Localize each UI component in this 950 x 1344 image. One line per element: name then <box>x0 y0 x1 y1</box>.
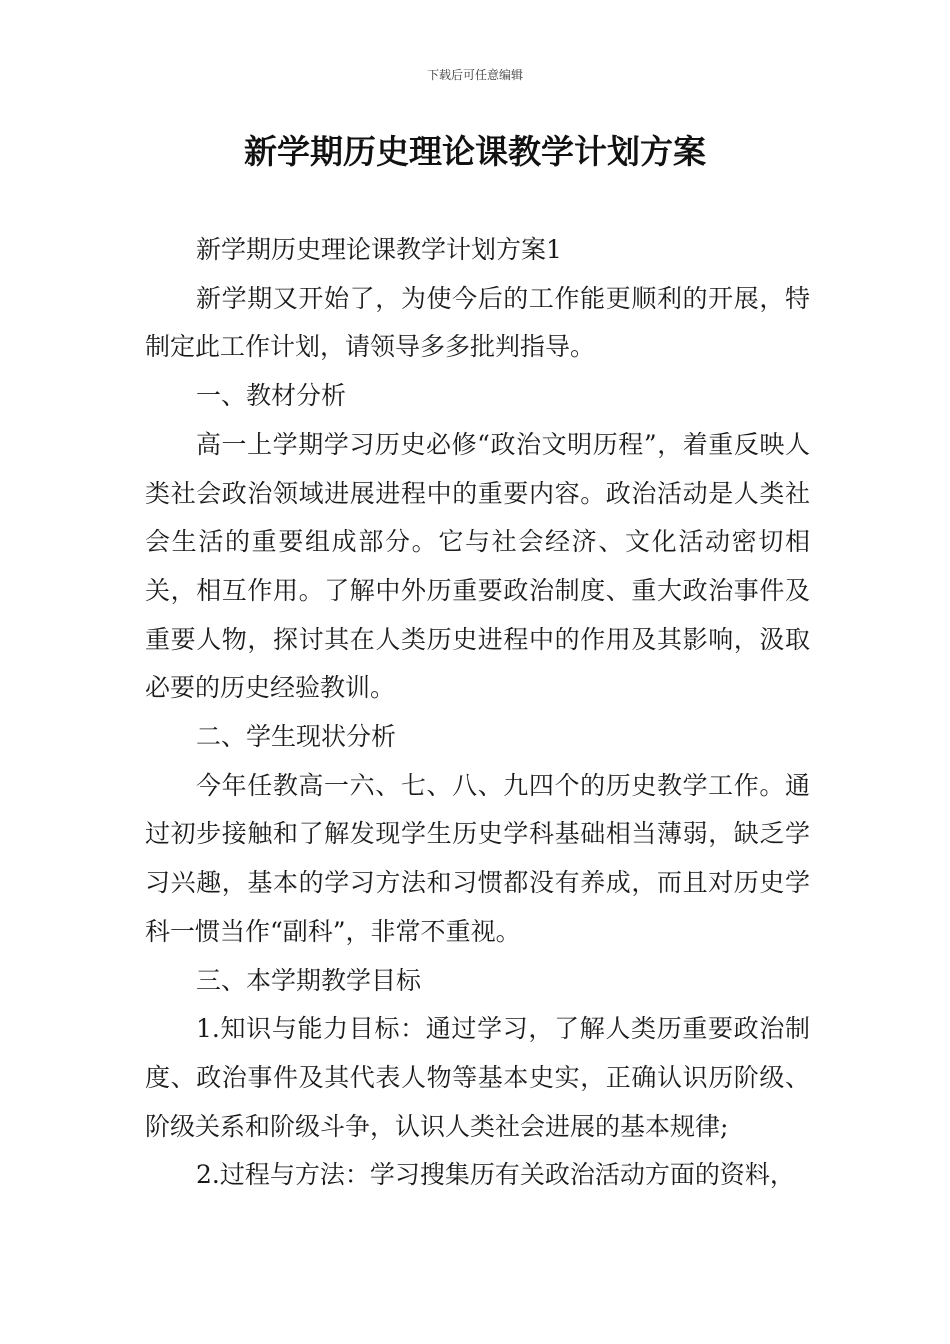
paragraph-subtitle: 新学期历史理论课教学计划方案1 <box>196 235 562 264</box>
paragraph-materials: 高一上学期学习历史必修“政治文明历程”，着重反映人类社会政治领域进展进程中的重要内容。政治活动是人类社会生活的重要组成部分。它与社会经济、文化活动密切相关，相互作用。了解中外历重要政治制度、重大政治事件及重要人物，探讨其在人类历史进程中的作用及其影响，汲取必要的历史经验教训。 <box>145 429 810 703</box>
section-heading-goals: 三、本学期教学目标 <box>196 965 422 995</box>
paragraph-students: 今年任教高一六、七、八、九四个的历史教学工作。通过初步接触和了解发现学生历史学科基础相当薄弱，缺乏学习兴趣，基本的学习方法和习惯都没有养成，而且对历史学科一惯当作“副科”，非常不重视。 <box>145 770 810 946</box>
paragraph-intro: 新学期又开始了，为使今后的工作能更顺利的开展，特制定此工作计划，请领导多多批判指导。 <box>145 283 810 362</box>
header-note: 下载后可任意编辑 <box>426 68 523 82</box>
paragraph-goal-1: 1.知识与能力目标：通过学习，了解人类历重要政治制度、政治事件及其代表人物等基本史实，正确认识历阶级、阶级关系和阶级斗争，认识人类社会进展的基本规律; <box>145 1014 810 1141</box>
section-heading-materials: 一、教材分析 <box>196 381 347 411</box>
document-title: 新学期历史理论课教学计划方案 <box>244 132 706 171</box>
document-body <box>145 226 810 1200</box>
section-heading-students: 二、学生现状分析 <box>196 722 397 752</box>
paragraph-goal-2: 2.过程与方法：学习搜集历有关政治活动方面的资料， <box>196 1160 795 1190</box>
